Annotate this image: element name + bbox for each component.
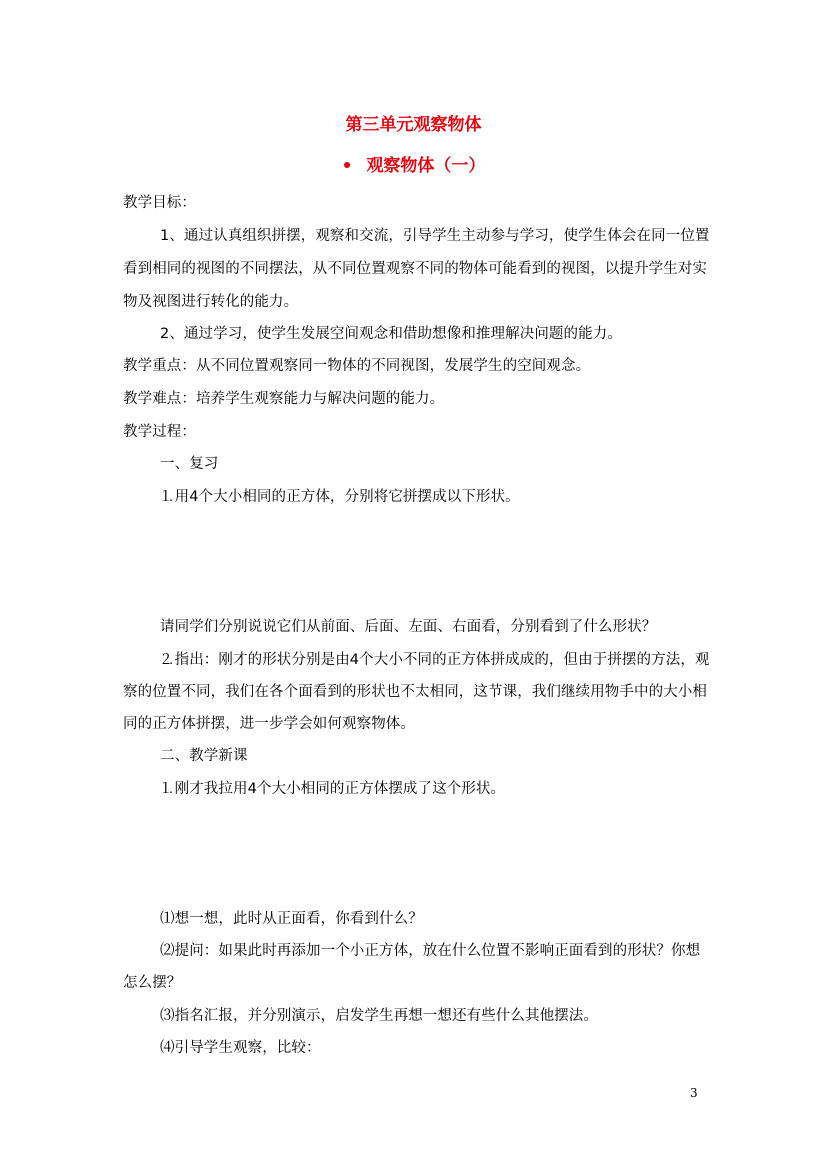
step-2-line-2: 怎么摆？ [123,975,182,991]
key-point: 教学重点：从不同位置观察同一物体的不同视图，发展学生的空间观念。 [123,358,591,374]
page-number: 3 [690,1086,698,1100]
difficulty: 教学难点：培养学生观察能力与解决问题的能力。 [123,391,445,407]
figure-space-2 [120,804,710,904]
objective-2: 2、通过学习，使学生发展空间观念和借助想像和推理解决问题的能力。 [160,326,622,342]
bullet-icon: • [341,156,353,176]
process-heading: 教学过程： [123,424,196,440]
review-item-2-line-2: 察的位置不同，我们在各个面看到的形状也不太相同，这节课，我们继续用物手中的大小相 [123,684,707,700]
review-item-2-line-1: ⒉指出：刚才的形状分别是由4个大小不同的正方体拼成成的，但由于拼摆的方法，观 [160,652,710,668]
objective-1-line-2: 看到相同的视图的不同摆法，从不同位置观察不同的物体可能看到的视图，以提升学生对实 [123,261,707,277]
review-item-1: ⒈用4个大小相同的正方体，分别将它拼摆成以下形状。 [160,489,520,505]
step-2-line-1: ⑵提问：如果此时再添加一个小正方体，放在什么位置不影响正面看到的形状？你想 [160,943,701,959]
objectives-heading: 教学目标： [123,195,196,211]
review-item-2-line-3: 同的正方体拼摆，进一步学会如何观察物体。 [123,716,415,732]
section-1-heading: 一、复习 [160,456,219,472]
document-title: 第三单元观察物体 [345,115,482,135]
new-lesson-item-1: ⒈刚才我拉用4个大小相同的正方体摆成了这个形状。 [160,781,506,797]
objective-1-line-3: 物及视图进行转化的能力。 [123,294,299,310]
review-question: 请同学们分别说说它们从前面、后面、左面、右面看，分别看到了什么形状？ [160,619,657,635]
subtitle-text: 观察物体（一） [366,156,486,176]
step-3: ⑶指名汇报，并分别演示，启发学生再想一想还有些什么其他摆法。 [160,1008,598,1024]
objective-1-line-1: 1、通过认真组织拼摆，观察和交流，引导学生主动参与学习，使学生体会在同一位置 [160,228,710,244]
figure-space-1 [120,512,710,612]
document-subtitle [0,155,827,177]
step-1: ⑴想一想，此时从正面看，你看到什么？ [160,911,423,927]
section-2-heading: 二、教学新课 [160,748,248,764]
step-4: ⑷引导学生观察，比较： [160,1040,321,1056]
